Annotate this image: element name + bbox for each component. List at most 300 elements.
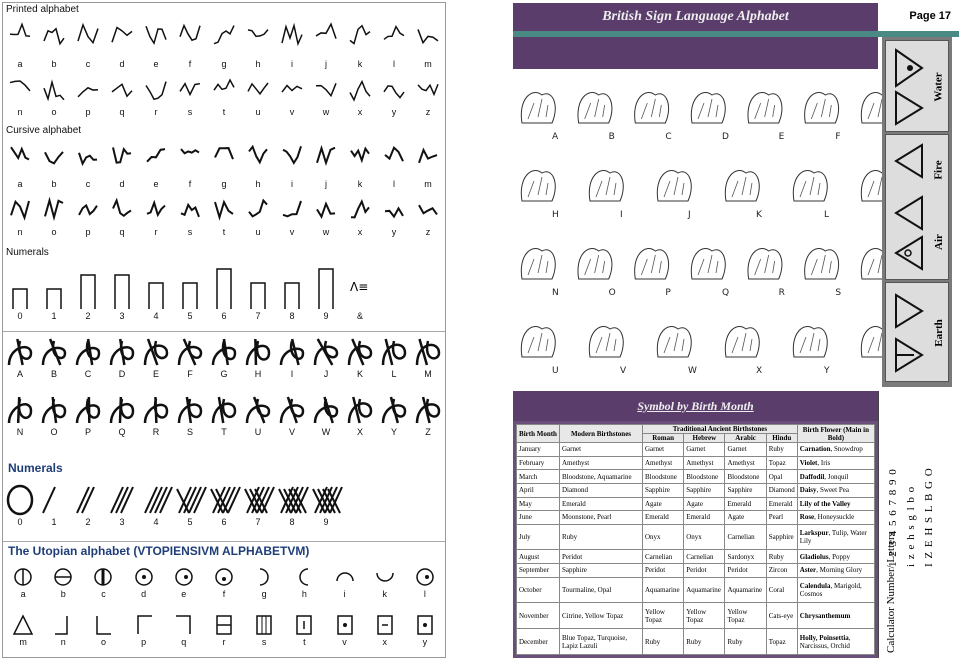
table-cell: Zircon: [766, 564, 797, 578]
calc-label: Calculator Number/ Letters: [885, 532, 897, 653]
glyph-label: 6: [221, 311, 227, 321]
table-cell: Peridot: [643, 564, 684, 578]
hand-sign-Q: [691, 249, 725, 279]
other-flowers: , Snowdrop: [830, 445, 863, 454]
glyph-cell: [71, 19, 105, 70]
glyph-label: b: [60, 589, 66, 599]
glyph-cell: [207, 335, 241, 380]
glyph: [77, 197, 99, 227]
glyph: [43, 143, 65, 179]
glyph-cell: [3, 613, 43, 648]
birthstone-table: [516, 424, 875, 655]
hand-letter: F: [835, 132, 841, 142]
main-flower: Larkspur: [799, 529, 829, 538]
table-cell: March: [517, 470, 560, 484]
glyph-cell: [244, 565, 284, 600]
main-flower: Lily of the Valley: [799, 499, 851, 508]
water-triangles-icon: [888, 44, 928, 130]
glyph: [43, 197, 65, 227]
glyph: [145, 143, 167, 179]
hand-letter: X: [756, 366, 763, 376]
col-hebrew: Hebrew: [684, 434, 725, 443]
glyph-label: v: [342, 637, 347, 647]
table-cell: Sardonyx: [725, 550, 766, 564]
glyph: [281, 197, 303, 227]
glyph-cell: [241, 19, 275, 70]
glyph-label: V: [288, 427, 295, 437]
table-row: [517, 603, 875, 629]
glyph-label: g: [221, 59, 227, 69]
glyph: [315, 143, 337, 179]
glyph: [51, 613, 75, 637]
glyph: [172, 613, 196, 637]
hand-sign-V: [589, 327, 623, 357]
table-cell-flower: [797, 511, 874, 525]
glyph-label: z: [425, 107, 431, 117]
glyph-cell: [173, 267, 207, 322]
glyph-cell: [3, 19, 37, 70]
table-cell: Diamond: [766, 483, 797, 497]
glyph: [71, 483, 105, 517]
glyph-cell: [411, 143, 445, 190]
divider: [3, 541, 445, 542]
table-cell: Cats-eye: [766, 603, 797, 629]
glyph: [383, 197, 405, 227]
glyph-label: 7: [255, 311, 261, 321]
table-cell-flower: [797, 629, 874, 655]
elements-sidebar: [882, 37, 952, 387]
table-cell: Citrine, Yellow Topaz: [560, 603, 643, 629]
glyph: [209, 393, 239, 427]
glyph-label: &: [356, 311, 363, 321]
glyph-cell: [241, 483, 275, 528]
other-flowers: , Poppy: [828, 552, 850, 561]
main-flower: Daisy: [799, 486, 817, 495]
table-cell: Sapphire: [725, 483, 766, 497]
table-cell: Yellow Topaz: [684, 603, 725, 629]
table-cell: Blue Topaz, Turquoise, Lapiz Lazuli: [560, 629, 643, 655]
glyph-cell: [37, 197, 71, 238]
glyph-label: n: [17, 107, 23, 117]
hand-sign-A: [521, 93, 555, 123]
glyph-cell: [241, 393, 275, 438]
hand-sign-F: [805, 93, 839, 123]
glyph-label: i: [291, 59, 293, 69]
glyph: [42, 19, 66, 59]
glyph-cell: [343, 197, 377, 238]
glyph: [11, 613, 35, 637]
glyph-label: r: [154, 107, 158, 117]
glyph-cell: [204, 613, 244, 648]
glyph: [413, 613, 437, 637]
table-cell: Onyx: [684, 524, 725, 550]
element-name: Earth: [933, 319, 945, 347]
glyph-label: v: [289, 227, 295, 237]
glyph-cell: [105, 75, 139, 118]
table-cell: October: [517, 577, 560, 603]
glyph-label: c: [101, 589, 106, 599]
glyph-cell: [3, 335, 37, 380]
glyph: [345, 335, 375, 369]
hand-sign-X: [725, 327, 759, 357]
table-cell: Sapphire: [766, 524, 797, 550]
glyph-label: f: [188, 59, 192, 69]
table-cell: Yellow Topaz: [725, 603, 766, 629]
glyph: [277, 393, 307, 427]
table-cell: February: [517, 456, 560, 470]
glyph-label: m: [424, 179, 432, 189]
glyph: [413, 335, 443, 369]
table-cell: Amethyst: [643, 456, 684, 470]
glyph: [382, 19, 406, 59]
glyph-cell: [173, 483, 207, 528]
glyph-label: v: [289, 107, 295, 117]
glyph-cell: [37, 267, 71, 322]
table-cell: Diamond: [560, 483, 643, 497]
glyph: [281, 143, 303, 179]
table-cell: September: [517, 564, 560, 578]
glyph-cell: [343, 143, 377, 190]
glyph-label: c: [85, 179, 91, 189]
earth-triangles-icon: [888, 287, 928, 379]
glyph: [349, 143, 371, 179]
table-cell: Yellow Topaz: [643, 603, 684, 629]
glyph: [309, 483, 343, 517]
glyph-label: d: [141, 589, 147, 599]
glyph-cell: [204, 565, 244, 600]
glyph-cell: [241, 335, 275, 380]
table-cell: Aquamarine: [725, 577, 766, 603]
glyph-cell: [71, 393, 105, 438]
glyph-cell: [241, 75, 275, 118]
glyph-label: O: [50, 427, 58, 437]
glyph-cell: [173, 197, 207, 238]
glyph-cell: [343, 19, 377, 70]
table-cell: Carnelian: [643, 550, 684, 564]
table-cell: Emerald: [643, 511, 684, 525]
hand-letter: N: [552, 288, 559, 298]
hand-letter: V: [620, 366, 627, 376]
glyph: [213, 197, 235, 227]
glyph: [8, 267, 32, 311]
table-row: [517, 470, 875, 484]
col-roman: Roman: [643, 434, 684, 443]
table-cell: Ruby: [725, 629, 766, 655]
glyph-label: f: [222, 589, 226, 599]
table-row: [517, 443, 875, 457]
table-cell: June: [517, 511, 560, 525]
glyph-cell: [139, 197, 173, 238]
glyph: [379, 393, 409, 427]
uppercase-row-2: [3, 393, 445, 438]
table-cell: Bloodstone: [684, 470, 725, 484]
hand-sign-Y: [793, 327, 827, 357]
glyph-label: e: [153, 59, 159, 69]
hand-letter: C: [665, 132, 672, 142]
glyph-label: Y: [390, 427, 397, 437]
table-body: [517, 443, 875, 655]
hand-letter: R: [778, 288, 785, 298]
hand-letter: H: [552, 210, 559, 220]
glyph: [247, 143, 269, 179]
hand-sign-E: [748, 93, 782, 123]
glyph-cell: [241, 143, 275, 190]
glyph: [132, 565, 156, 589]
glyph-label: o: [51, 107, 57, 117]
table-cell: January: [517, 443, 560, 457]
fire-air-triangles-icon: [888, 139, 928, 277]
glyph-cell: [139, 267, 173, 322]
glyph-cell: [275, 75, 309, 118]
glyph-label: m: [424, 59, 432, 69]
page-number: Page 17: [909, 10, 951, 22]
table-cell: Ruby: [643, 629, 684, 655]
col-arabic: Arabic: [725, 434, 766, 443]
glyph-label: z: [425, 227, 431, 237]
hand-letter: I: [620, 210, 623, 220]
glyph: [144, 19, 168, 59]
glyph: [348, 19, 372, 59]
glyph-cell: [275, 19, 309, 70]
glyph-label: t: [222, 227, 226, 237]
hand-letter: S: [835, 288, 842, 298]
glyph-cell: [275, 143, 309, 190]
glyph: [333, 565, 357, 589]
bsl-header: [513, 3, 878, 31]
glyph: [145, 197, 167, 227]
glyph-cell: [405, 613, 445, 648]
glyph: [110, 19, 134, 59]
glyph-label: 9: [323, 517, 329, 527]
glyph-cell: [207, 483, 241, 528]
glyph-label: S: [186, 427, 193, 437]
glyph: [179, 143, 201, 179]
glyph-label: a: [17, 179, 23, 189]
glyph-label: q: [119, 107, 125, 117]
glyph-label: c: [85, 59, 91, 69]
hand-sign-C: [635, 93, 669, 123]
glyph: [5, 393, 35, 427]
glyph-cell: [377, 19, 411, 70]
glyph-label: n: [60, 637, 66, 647]
other-flowers: , Sweet Pea: [816, 486, 849, 495]
table-cell-flower: [797, 456, 874, 470]
hand-letter: E: [778, 132, 785, 142]
hand-sign-L: [793, 171, 827, 201]
glyph-cell: [3, 267, 37, 322]
hand-sign-J: [657, 171, 691, 201]
glyph: [144, 267, 168, 311]
table-cell: Garnet: [725, 443, 766, 457]
glyph-cell: [411, 75, 445, 118]
glyph-cell: [275, 197, 309, 238]
glyph-label: P: [84, 427, 91, 437]
glyph: [379, 335, 409, 369]
table-cell: Amethyst: [725, 456, 766, 470]
table-row: [517, 577, 875, 603]
glyph: [345, 393, 375, 427]
glyph: [178, 75, 202, 107]
uppercase-row-1: [3, 335, 445, 380]
glyph-cell: [37, 335, 71, 380]
glyph-label: I: [290, 369, 294, 379]
table-cell-flower: [797, 550, 874, 564]
table-cell: Sapphire: [643, 483, 684, 497]
glyph: [139, 483, 173, 517]
hand-letter: P: [665, 288, 671, 298]
table-cell: Aquamarine: [643, 577, 684, 603]
utopian-title: The Utopian alphabet (VTOPIENSIVM ALPHABETVM): [8, 544, 310, 558]
glyph-label: e: [181, 589, 187, 599]
glyph-label: j: [325, 59, 327, 69]
cursive-row-2: [3, 197, 445, 238]
glyph-cell: [309, 335, 343, 380]
glyph-cell: [365, 613, 405, 648]
table-cell: Ruby: [560, 524, 643, 550]
glyph-label: 0: [17, 311, 23, 321]
table-cell-flower: [797, 603, 874, 629]
table-cell: Peridot: [684, 564, 725, 578]
glyph-cell: [139, 483, 173, 528]
other-flowers: , Morning Glory: [816, 566, 863, 575]
glyph-label: m: [19, 637, 27, 647]
alphabet-sheet: [2, 2, 446, 658]
glyph-cell: [207, 393, 241, 438]
symbol-title: Symbol by Birth Month: [637, 398, 754, 413]
glyph-label: X: [356, 427, 363, 437]
glyph: [105, 483, 139, 517]
table-cell: Emerald: [560, 497, 643, 511]
glyph-label: t: [303, 637, 306, 647]
glyph-cell: [377, 393, 411, 438]
glyph-label: W: [321, 427, 331, 437]
calc-upper: I Z E H S L B G O: [923, 467, 935, 567]
glyph-cell: [3, 75, 37, 118]
glyph: [76, 267, 100, 311]
glyph-cell: [139, 393, 173, 438]
hand-letter: B: [608, 132, 615, 142]
table-cell-flower: [797, 524, 874, 550]
table-cell: November: [517, 603, 560, 629]
glyph: [39, 335, 69, 369]
glyph-cell: [343, 267, 377, 322]
glyph-cell: [411, 19, 445, 70]
glyph-label: b: [51, 179, 57, 189]
glyph-cell: [284, 565, 324, 600]
glyph-label: 9: [323, 311, 329, 321]
glyph-label: u: [255, 227, 261, 237]
glyph: [382, 75, 406, 107]
table-cell: July: [517, 524, 560, 550]
glyph-cell: [71, 75, 105, 118]
hand-sign-S: [805, 249, 839, 279]
glyph-cell: [377, 143, 411, 190]
glyph: [212, 75, 236, 107]
main-flower: Holly, Poinsettia: [799, 633, 849, 642]
utopian-row-1: [3, 565, 445, 600]
table-row: [517, 550, 875, 564]
glyph: [179, 197, 201, 227]
glyph-label: x: [357, 227, 363, 237]
numerals-row: [3, 267, 445, 322]
glyph: [383, 143, 405, 179]
glyph-label: G: [220, 369, 228, 379]
glyph-cell: [244, 613, 284, 648]
main-flower: Rose: [799, 513, 815, 522]
glyph-label: h: [255, 179, 261, 189]
glyph-cell: [37, 143, 71, 190]
hand-sign-I: [589, 171, 623, 201]
table-cell: Coral: [766, 577, 797, 603]
table-cell: Ruby: [684, 629, 725, 655]
glyph-label: s: [187, 227, 193, 237]
glyph-label: 2: [85, 311, 91, 321]
glyph: [212, 565, 236, 589]
glyph-cell: [37, 393, 71, 438]
glyph-label: 3: [119, 517, 125, 527]
glyph-cell: [173, 143, 207, 190]
glyph-cell: [139, 335, 173, 380]
table-cell-flower: [797, 577, 874, 603]
hand-sign-N: [521, 249, 555, 279]
glyph: [132, 613, 156, 637]
table-row: [517, 483, 875, 497]
glyph-cell: [124, 565, 164, 600]
glyph-label: y: [391, 107, 397, 117]
glyph-cell: [275, 267, 309, 322]
glyph: [348, 75, 372, 107]
glyph-label: 0: [17, 517, 23, 527]
glyph: [417, 197, 439, 227]
glyph-label: 1: [51, 517, 57, 527]
glyph: [333, 613, 357, 637]
glyph: [212, 267, 236, 311]
col-flower: Birth Flower (Main in Bold): [797, 425, 874, 443]
glyph: [107, 393, 137, 427]
table-row: [517, 524, 875, 550]
glyph-cell: [105, 19, 139, 70]
glyph-cell: [309, 75, 343, 118]
table-cell: Tourmaline, Opal: [560, 577, 643, 603]
glyph-label: j: [325, 179, 327, 189]
glyph: [73, 335, 103, 369]
table-cell: Moonstone, Pearl: [560, 511, 643, 525]
glyph-label: U: [254, 427, 262, 437]
glyph-cell: [43, 613, 83, 648]
table-cell-flower: [797, 470, 874, 484]
svg-text:Λ≡: Λ≡: [350, 280, 369, 294]
glyph-cell: [105, 483, 139, 528]
main-flower: Carnation: [799, 445, 831, 454]
col-modern: Modern Birthstones: [560, 425, 643, 443]
element-water: [885, 40, 949, 132]
birthstone-table-wrap: [513, 421, 878, 658]
glyph-cell: [164, 565, 204, 600]
glyph-label: h: [301, 589, 307, 599]
glyph: [207, 483, 241, 517]
hand-letter: O: [608, 288, 616, 298]
glyph-cell: [83, 613, 123, 648]
sign-language-hands: [513, 69, 878, 391]
table-row: [517, 629, 875, 655]
glyph-cell: [139, 75, 173, 118]
glyph-label: Q: [118, 427, 126, 437]
glyph-label: o: [51, 227, 57, 237]
glyph-cell: [105, 335, 139, 380]
table-cell-flower: [797, 443, 874, 457]
glyph-label: f: [188, 179, 192, 189]
cursive-row-1: [3, 143, 445, 190]
